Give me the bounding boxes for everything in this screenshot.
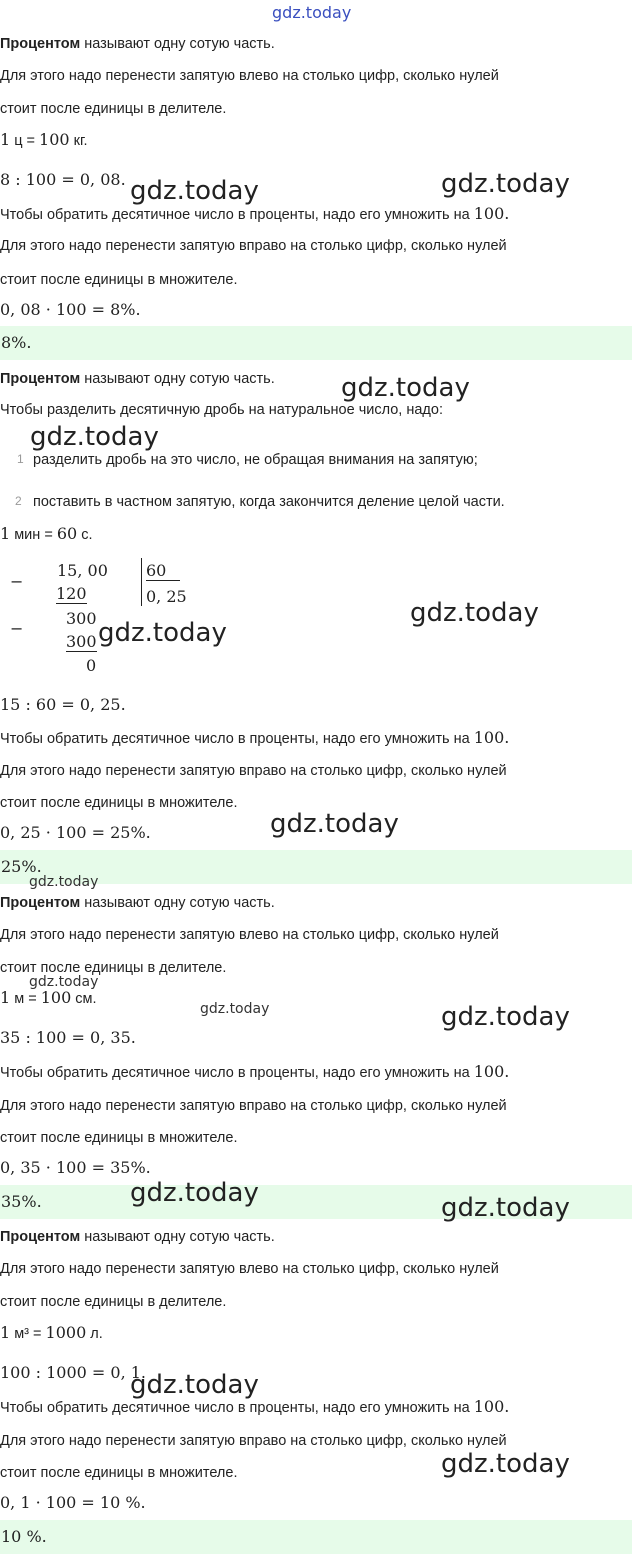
unit-num: 100 bbox=[39, 130, 70, 149]
quotient: 0, 25 bbox=[146, 587, 187, 606]
unit-num: 1 bbox=[0, 1323, 11, 1342]
rule-line bbox=[0, 204, 509, 225]
rule-number: 100. bbox=[473, 728, 510, 747]
rule-line: стоит после единицы в делителе. bbox=[0, 101, 227, 117]
definition-text: называют одну сотую часть. bbox=[80, 36, 275, 52]
rule-number: 100. bbox=[473, 204, 510, 223]
definition-text: называют одну сотую часть. bbox=[80, 1229, 275, 1245]
definition-line bbox=[0, 369, 275, 389]
unit-equation bbox=[0, 130, 88, 151]
unit-num: 1000 bbox=[45, 1323, 87, 1342]
definition-line bbox=[0, 34, 275, 54]
rule-line: Для этого надо перенести запятую влево на столько цифр, сколько нулей bbox=[0, 1261, 499, 1277]
list-item: разделить дробь на это число, не обращая внимания на запятую; bbox=[33, 452, 478, 468]
watermark-top: gdz.today bbox=[272, 3, 352, 22]
watermark: gdz.today bbox=[130, 1370, 259, 1400]
rule-number: 100. bbox=[473, 1397, 510, 1416]
calc-division: 8 : 100 = 0, 08. bbox=[0, 170, 126, 189]
calc-division: 15 : 60 = 0, 25. bbox=[0, 695, 126, 714]
rule-number: 100. bbox=[473, 1062, 510, 1081]
term-bold: Процентом bbox=[0, 36, 81, 52]
answer-box: 8%. bbox=[0, 326, 632, 360]
watermark: gdz.today bbox=[29, 874, 99, 890]
division-bar bbox=[141, 558, 142, 606]
calc-multiplication: 0, 35 · 100 = 35%. bbox=[0, 1158, 151, 1177]
unit-text: ц = bbox=[10, 133, 40, 149]
watermark: gdz.today bbox=[410, 598, 539, 628]
term-bold: Процентом bbox=[0, 895, 81, 911]
rule-line: Для этого надо перенести запятую вправо на столько цифр, сколько нулей bbox=[0, 1433, 507, 1449]
unit-text: мин = bbox=[10, 527, 57, 543]
watermark: gdz.today bbox=[441, 169, 570, 199]
unit-text: кг. bbox=[69, 133, 88, 149]
remainder-zero: 0 bbox=[86, 656, 97, 675]
watermark: gdz.today bbox=[441, 1002, 570, 1032]
rule-line: Для этого надо перенести запятую влево на столько цифр, сколько нулей bbox=[0, 927, 499, 943]
list-number: 2 bbox=[15, 494, 22, 508]
rule-line bbox=[0, 1397, 509, 1418]
dividend: 15, 00 bbox=[57, 561, 108, 580]
rule-line bbox=[0, 1062, 509, 1083]
unit-text: м³ = bbox=[10, 1326, 46, 1342]
rule-line bbox=[0, 728, 509, 749]
unit-equation bbox=[0, 988, 97, 1009]
rule-text: Чтобы обратить десятичное число в проценты, надо его умножить на bbox=[0, 731, 474, 747]
unit-num: 100 bbox=[40, 988, 72, 1007]
unit-equation bbox=[0, 524, 93, 545]
unit-text: м = bbox=[10, 991, 41, 1007]
term-bold: Процентом bbox=[0, 371, 81, 387]
remainder: 300 bbox=[66, 609, 97, 628]
unit-text: см. bbox=[71, 991, 97, 1007]
rule-line: стоит после единицы в множителе. bbox=[0, 272, 238, 288]
watermark: gdz.today bbox=[130, 1178, 259, 1208]
subtrahend: 120 bbox=[56, 584, 87, 603]
rule-line: Чтобы разделить десятичную дробь на натуральное число, надо: bbox=[0, 402, 443, 418]
watermark: gdz.today bbox=[441, 1193, 570, 1223]
calc-division: 100 : 1000 = 0, 1. bbox=[0, 1363, 147, 1382]
minus-sign: − bbox=[10, 619, 24, 638]
definition-text: называют одну сотую часть. bbox=[80, 371, 275, 387]
answer-box: 10 %. bbox=[0, 1520, 632, 1554]
unit-num: 1 bbox=[0, 988, 11, 1007]
watermark: gdz.today bbox=[29, 974, 99, 990]
rule-line: стоит после единицы в делителе. bbox=[0, 1294, 227, 1310]
unit-equation bbox=[0, 1323, 103, 1344]
rule-line: стоит после единицы в множителе. bbox=[0, 1465, 238, 1481]
unit-num: 1 bbox=[0, 130, 11, 149]
unit-num: 60 bbox=[56, 524, 78, 543]
watermark: gdz.today bbox=[270, 809, 399, 839]
term-bold: Процентом bbox=[0, 1229, 81, 1245]
rule-line: Для этого надо перенести запятую вправо на столько цифр, сколько нулей bbox=[0, 763, 507, 779]
definition-line bbox=[0, 893, 275, 913]
watermark: gdz.today bbox=[200, 1001, 270, 1017]
watermark: gdz.today bbox=[341, 373, 470, 403]
subtrahend: 300 bbox=[66, 632, 97, 651]
rule-line: стоит после единицы в множителе. bbox=[0, 795, 238, 811]
definition-line bbox=[0, 1227, 275, 1247]
answer-box: 25%. bbox=[0, 850, 632, 884]
rule-line: стоит после единицы в множителе. bbox=[0, 1130, 238, 1146]
list-item: поставить в частном запятую, когда закончится деление целой части. bbox=[33, 494, 505, 510]
watermark: gdz.today bbox=[98, 618, 227, 648]
calc-multiplication: 0, 08 · 100 = 8%. bbox=[0, 300, 141, 319]
calc-multiplication: 0, 25 · 100 = 25%. bbox=[0, 823, 151, 842]
rule-text: Чтобы обратить десятичное число в проценты, надо его умножить на bbox=[0, 207, 474, 223]
watermark: gdz.today bbox=[441, 1449, 570, 1479]
answer-box: 35%. bbox=[0, 1185, 632, 1219]
unit-text: л. bbox=[86, 1326, 103, 1342]
rule-line: Для этого надо перенести запятую вправо на столько цифр, сколько нулей bbox=[0, 238, 507, 254]
list-number: 1 bbox=[17, 452, 24, 466]
rule-line: Для этого надо перенести запятую влево на столько цифр, сколько нулей bbox=[0, 68, 499, 84]
watermark: gdz.today bbox=[130, 176, 259, 206]
definition-text: называют одну сотую часть. bbox=[80, 895, 275, 911]
calc-multiplication: 0, 1 · 100 = 10 %. bbox=[0, 1493, 146, 1512]
minus-sign: − bbox=[10, 572, 24, 591]
unit-num: 1 bbox=[0, 524, 11, 543]
calc-division: 35 : 100 = 0, 35. bbox=[0, 1028, 136, 1047]
divisor: 60 bbox=[146, 561, 180, 581]
rule-text: Чтобы обратить десятичное число в проценты, надо его умножить на bbox=[0, 1400, 474, 1416]
rule-text: Чтобы обратить десятичное число в проценты, надо его умножить на bbox=[0, 1065, 474, 1081]
rule-line: стоит после единицы в делителе. bbox=[0, 960, 227, 976]
rule-line: Для этого надо перенести запятую вправо на столько цифр, сколько нулей bbox=[0, 1098, 507, 1114]
watermark: gdz.today bbox=[30, 422, 159, 452]
unit-text: с. bbox=[77, 527, 93, 543]
